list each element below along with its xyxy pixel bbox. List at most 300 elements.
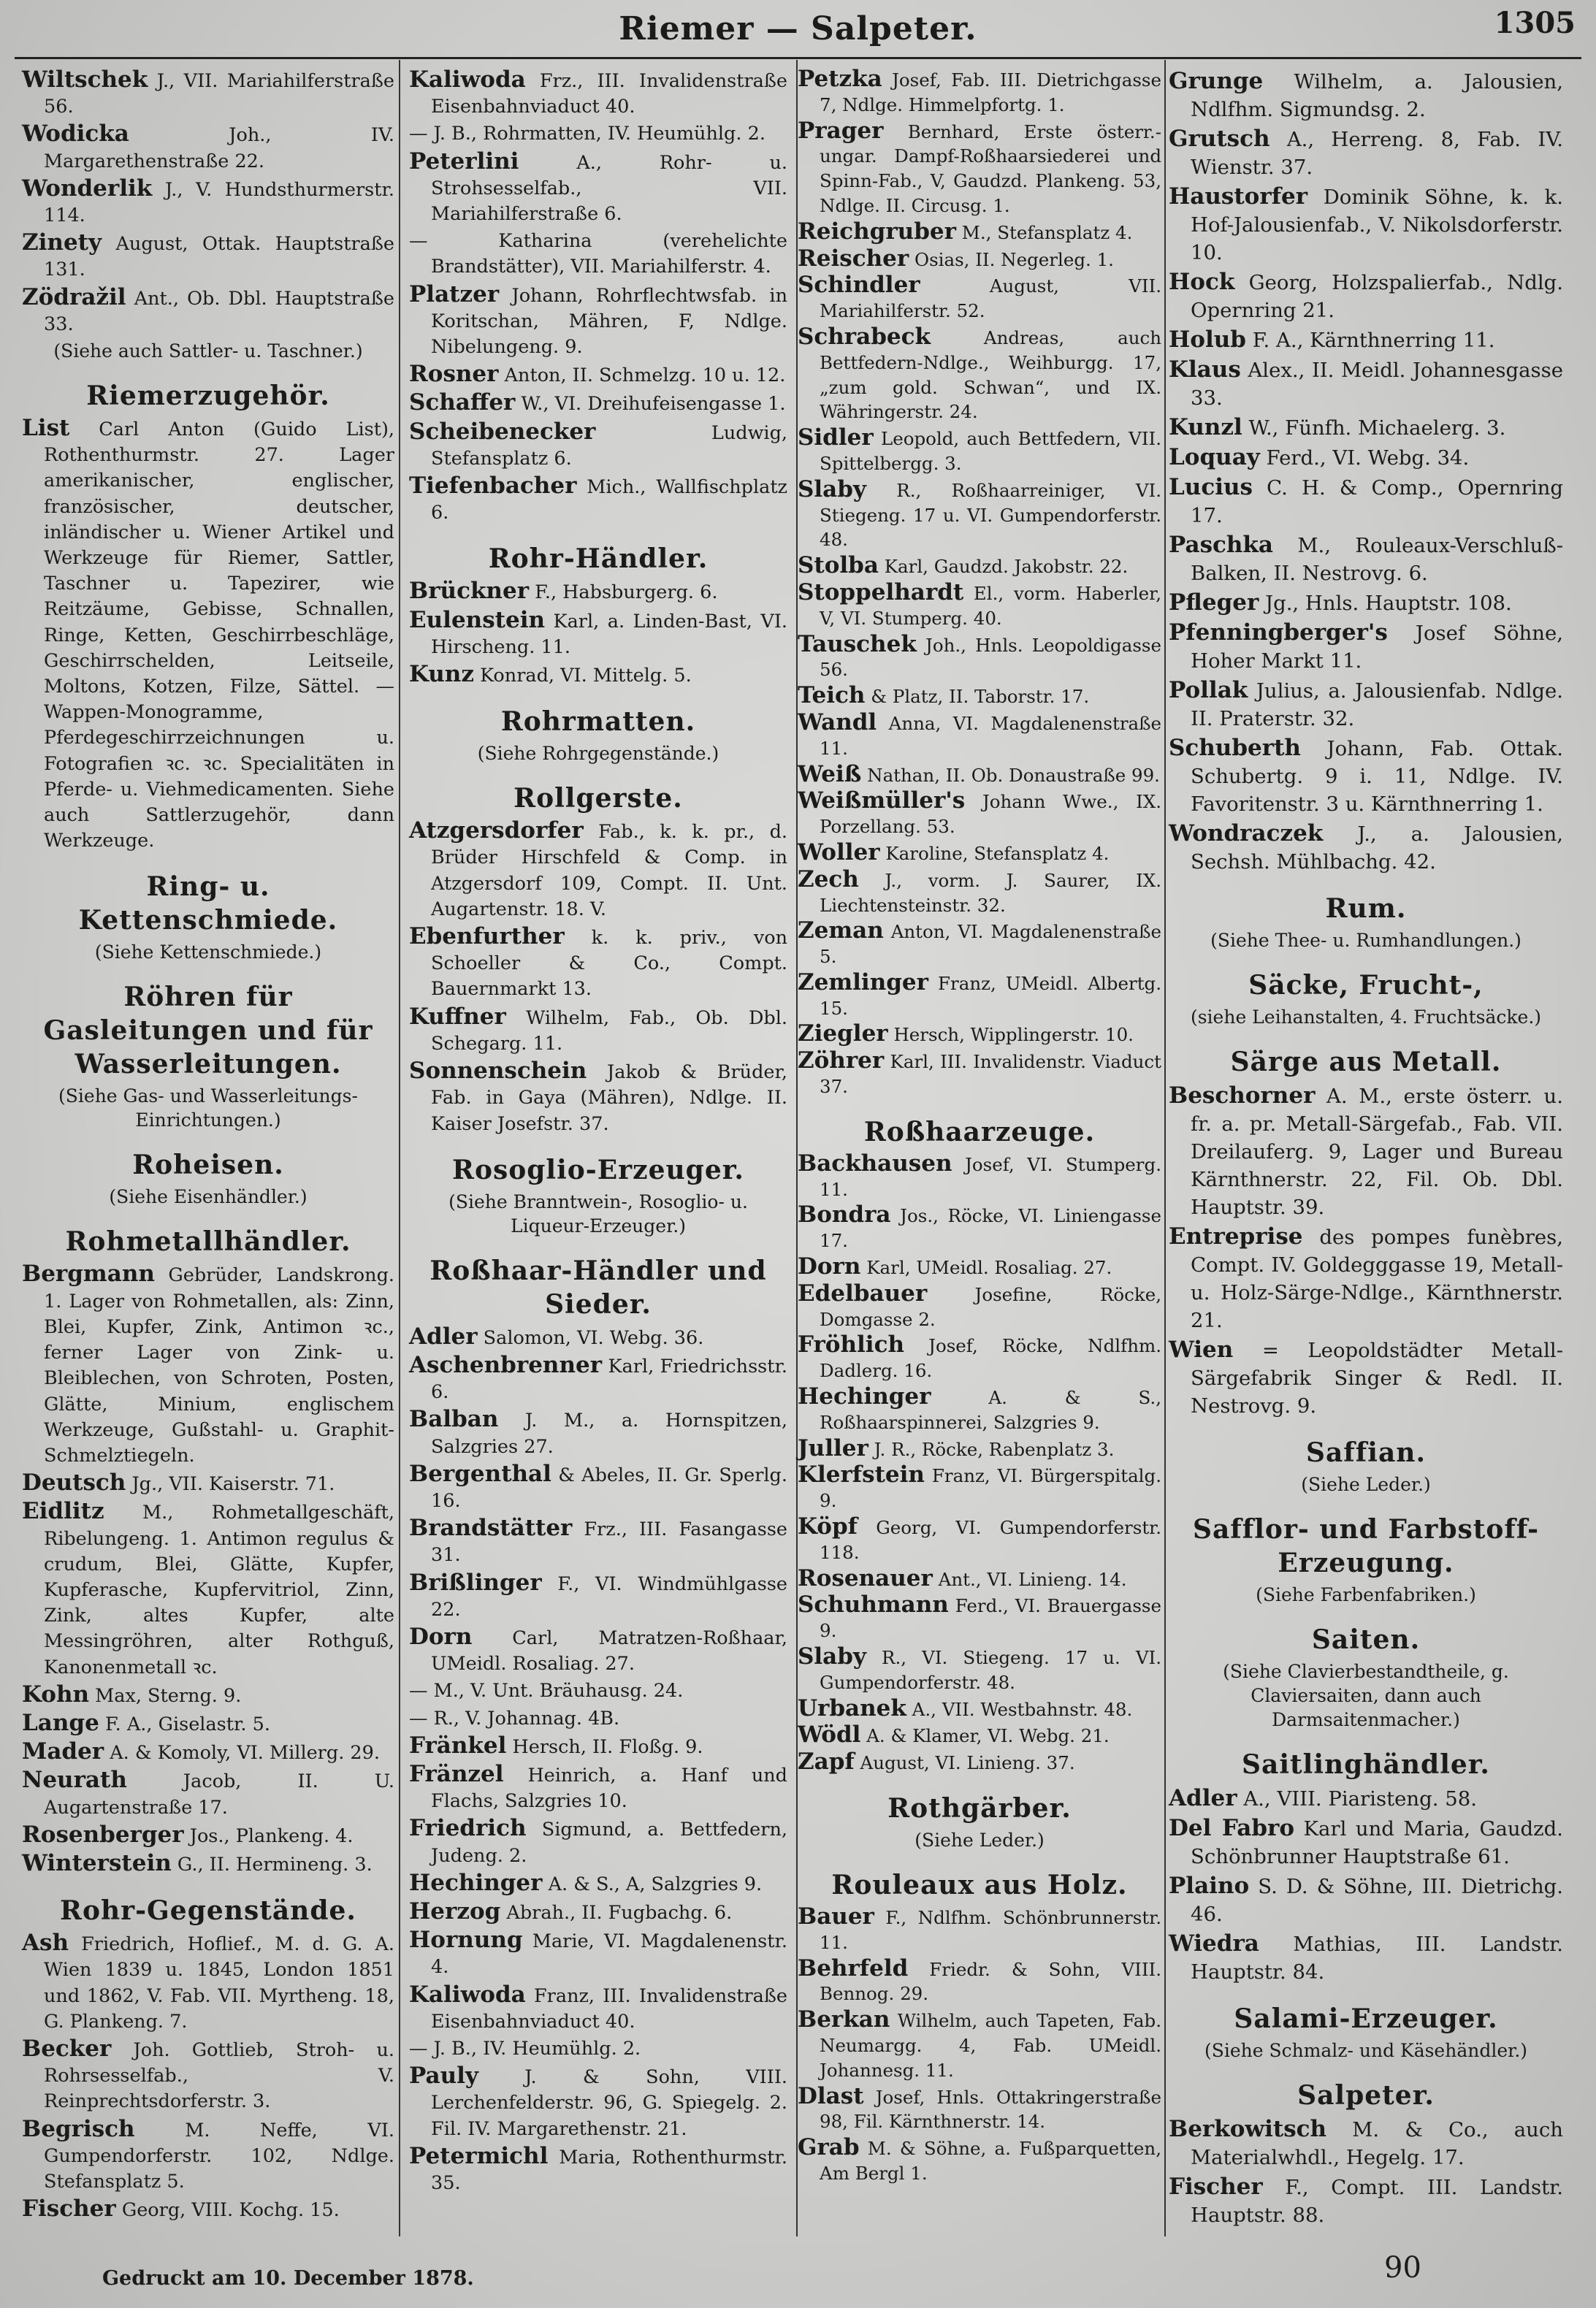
directory-entry <box>409 2144 787 2196</box>
entry-name: Bauer <box>798 1903 874 1930</box>
directory-entry <box>1169 676 1563 733</box>
directory-entry <box>798 475 1161 552</box>
entry-name: Platzer <box>409 280 500 307</box>
entry-name: Klaus <box>1169 356 1241 383</box>
entry-name: Fränzel <box>409 1760 504 1787</box>
entry-name: Pfleger <box>1169 589 1259 616</box>
entry-name: Herzog <box>409 1898 501 1925</box>
entry-name: Weißmüller's <box>798 787 966 814</box>
entry-name: Klerfstein <box>798 1461 925 1489</box>
entry-details: Hersch, II. Floßg. 9. <box>512 1735 703 1758</box>
entry-details: August, VII. Mariahilferstr. 52. <box>820 275 1161 322</box>
entry-name: List <box>22 415 70 442</box>
directory-entry <box>22 1682 394 1709</box>
entry-name: Tiefenbacher <box>409 473 577 500</box>
directory-entry <box>22 285 394 337</box>
section-heading: Säcke, Frucht-, <box>1248 970 1484 1001</box>
entry-name: Juller <box>798 1434 868 1461</box>
column-divider <box>1164 60 1166 2236</box>
entry-details: Joh., IV. Margarethenstraße 22. <box>44 124 395 172</box>
entry-details: Osias, II. Negerleg. 1. <box>914 248 1114 270</box>
entry-details: J., a. Jalousien, Sechsh. Mühlbachg. 42. <box>1191 822 1563 874</box>
entry-details: Frz., III. Invalidenstraße Eisenbahnviaduct 40. <box>431 70 787 118</box>
entry-name: Hornung <box>409 1927 523 1954</box>
entry-details: S. D. & Söhne, III. Dietrichg. 46. <box>1191 1875 1564 1926</box>
entry-details: Ant., Ob. Dbl. Hauptstraße 33. <box>44 287 394 335</box>
entry-name: Paschka <box>1169 532 1273 558</box>
section-heading: Rollgerste. <box>513 783 683 814</box>
entry-name: Schuberth <box>1169 735 1301 761</box>
directory-entry <box>409 1733 787 1760</box>
entry-name: Rosenauer <box>798 1564 933 1591</box>
entry-name: Adler <box>409 1323 478 1350</box>
section-heading: Rohrmatten. <box>500 706 696 738</box>
print-date-footer: Gedruckt am 10. December 1878. <box>102 2267 474 2290</box>
page-header <box>0 6 1596 50</box>
directory-entry <box>22 1261 394 1469</box>
directory-entry <box>22 67 394 120</box>
entry-details: Karoline, Stefansplatz 4. <box>885 842 1110 864</box>
entry-details: Jos., Röcke, VI. Liniengasse 17. <box>820 1205 1161 1252</box>
directory-entry <box>409 1678 787 1704</box>
entry-name: Hock <box>1169 269 1235 295</box>
entry-name: Edelbauer <box>798 1280 928 1307</box>
directory-entry <box>798 426 1161 476</box>
entry-details: Friedrich, Hoflief., M. d. G. A. Wien 1839 u. 1845, London 1851 und 1862, V. Fab. VII. Myrtheng. 18, G. Plankeng. 7. <box>44 1933 394 2033</box>
directory-entry <box>1169 1814 1563 1871</box>
entry-details: August, Ottak. Hauptstraße 131. <box>44 233 394 281</box>
entry-name: Fröhlich <box>798 1331 904 1359</box>
entry-name: Brückner <box>409 578 530 605</box>
directory-entry <box>1169 67 1563 123</box>
directory-entry <box>1169 1930 1563 1986</box>
directory-entry <box>798 2082 1161 2135</box>
directory-entry <box>1169 819 1563 876</box>
entry-name: Fränkel <box>409 1732 507 1759</box>
entry-name: Kaliwoda <box>409 66 526 93</box>
entry-details: Franz, III. Invalidenstraße Eisenbahnviaduct 40. <box>431 1984 787 2033</box>
section-heading: Saitlinghändler. <box>1242 1749 1490 1780</box>
directory-entry <box>22 416 394 854</box>
section-heading: Rohr-Händler. <box>488 543 709 575</box>
entry-details: Maria, Rothenthurmstr. 35. <box>431 2146 787 2194</box>
entry-name: Stoppelhardt <box>798 578 964 605</box>
directory-entry <box>1169 125 1563 181</box>
directory-entry <box>1169 1784 1563 1813</box>
directory-entry <box>798 1515 1161 1565</box>
entry-name: Bondra <box>798 1201 891 1228</box>
directory-entry <box>798 1723 1161 1749</box>
section-heading: Röhren für Gasleitungen und für Wasserleitungen. <box>43 982 373 1080</box>
entry-details: W., Fünfh. Michaelerg. 3. <box>1248 416 1506 440</box>
directory-entry <box>798 1022 1161 1047</box>
directory-entry <box>1169 1336 1563 1420</box>
entry-name: Ebenfurther <box>409 923 565 950</box>
entry-name: Rosenberger <box>22 1821 184 1848</box>
directory-entry <box>798 1333 1161 1383</box>
entry-details: Karl, UMeidl. Rosaliag. 27. <box>866 1257 1112 1279</box>
entry-details: Georg, Holzspalierfab., Ndlg. Opernring 21. <box>1191 271 1563 322</box>
entry-name: Kunzl <box>1169 414 1242 440</box>
entry-details: Karl, III. Invalidenstr. Viaduct 37. <box>820 1051 1161 1098</box>
column-divider <box>399 60 400 2236</box>
entry-details: A., Rohr- u. Strohsesselfab., VII. Mariahilferstraße 6. <box>431 151 787 226</box>
directory-entry <box>409 390 787 417</box>
directory-entry <box>798 273 1161 324</box>
column-1 <box>22 67 394 2225</box>
entry-name: Atzgersdorfer <box>409 817 584 844</box>
entry-details: des pompes funèbres, Compt. IV. Goldegggasse 19, Metall- u. Holz-Särge-Ndlge., Kärnthnerstr. 21. <box>1191 1226 1563 1332</box>
directory-entry <box>409 1871 787 1898</box>
entry-name: Backhausen <box>798 1150 952 1177</box>
entry-details: Georg, VIII. Kochg. 15. <box>121 2199 340 2222</box>
directory-entry <box>409 818 787 922</box>
directory-entry <box>409 1762 787 1814</box>
entry-name: Bergmann <box>22 1261 155 1288</box>
entry-details: Ludwig, Stefansplatz 6. <box>431 421 787 470</box>
directory-entry <box>798 868 1161 918</box>
entry-details: W., VI. Dreihufeisengasse 1. <box>521 393 786 416</box>
directory-entry <box>409 578 787 605</box>
entry-details: J., VII. Mariahilferstraße 56. <box>44 70 394 118</box>
entry-name: Schuhmann <box>798 1591 949 1619</box>
entry-details: August, VI. Linieng. 37. <box>860 1752 1075 1774</box>
entry-details: J. & Sohn, VIII. Lerchenfelderstr. 96, G. Spiegelg. 2. Fil. IV. Margarethenstr. 21. <box>431 2066 787 2140</box>
entry-name: Sonnenschein <box>409 1058 587 1085</box>
entry-details: Josef, Fab. III. Dietrichgasse 7, Ndlge. Himmelpfortg. 1. <box>820 69 1161 115</box>
section-heading: Saffian. <box>1305 1437 1426 1468</box>
entry-details: A. & S., A, Salzgries 9. <box>548 1873 763 1895</box>
entry-details: Friedr. & Sohn, VIII. Bennog. 29. <box>820 1958 1161 2005</box>
directory-entry <box>409 1570 787 1623</box>
directory-entry <box>798 1954 1161 2007</box>
directory-entry <box>22 121 394 174</box>
entry-details: Sigmund, a. Bettfedern, Judeng. 2. <box>431 1819 787 1867</box>
entry-name: Dlast <box>798 2082 864 2109</box>
entry-details: Wilhelm, Fab., Ob. Dbl. Schegarg. 11. <box>431 1006 787 1055</box>
directory-entry <box>409 608 787 660</box>
directory-entry <box>798 247 1161 272</box>
entry-name: Schindler <box>798 272 920 299</box>
cross-reference-note: (Siehe Clavierbestandtheile, g. Claviersaiten, dann auch Darmsaitenmacher.) <box>1223 1661 1509 1730</box>
entry-name: Wiltschek <box>22 66 148 93</box>
directory-entry <box>409 149 787 228</box>
directory-entry <box>22 176 394 229</box>
directory-entry <box>409 1899 787 1926</box>
entry-name: Lucius <box>1169 474 1253 500</box>
entry-name: Wödl <box>798 1722 861 1749</box>
entry-name: Weiß <box>798 760 862 787</box>
entry-details: J., vorm. J. Saurer, IX. Liechtensteinstr. 32. <box>820 869 1161 916</box>
directory-entry <box>22 2036 394 2115</box>
section-heading: Roßhaarzeuge. <box>863 1116 1096 1147</box>
entry-name: Entreprise <box>1169 1223 1303 1250</box>
directory-entry <box>1169 473 1563 530</box>
directory-entry <box>22 2117 394 2196</box>
directory-entry <box>22 1711 394 1738</box>
entry-name: Slaby <box>798 1643 866 1670</box>
entry-name: Ash <box>22 1930 69 1957</box>
entry-name: Neurath <box>22 1767 127 1794</box>
entry-name: Kohn <box>22 1681 90 1708</box>
entry-details: Franz, UMeidl. Albertg. 15. <box>820 972 1162 1019</box>
cross-reference-note: (Siehe Leder.) <box>1301 1474 1431 1495</box>
entry-details: A. & Klamer, VI. Webg. 21. <box>866 1725 1110 1747</box>
directory-entry <box>1169 619 1563 675</box>
directory-entry <box>798 1203 1161 1253</box>
entry-name: Tauschek <box>798 630 917 657</box>
entry-name: Zemlinger <box>798 968 928 996</box>
entry-name: Wonderlik <box>22 175 153 202</box>
section-heading: Rohr-Gegenstände. <box>60 1895 356 1927</box>
entry-details: Mich., Wallfischplatz 6. <box>431 476 787 524</box>
entry-details: F., Ndlfhm. Schönbrunnerstr. 11. <box>820 1907 1161 1953</box>
column-3 <box>798 67 1161 2187</box>
directory-entry <box>409 1927 787 1980</box>
cross-reference-note: (Siehe auch Sattler- u. Taschner.) <box>53 340 363 362</box>
entry-name: Berkowitsch <box>1169 2116 1327 2142</box>
entry-details: Julius, a. Jalousienfab. Ndlge. II. Praterstr. 32. <box>1191 679 1563 730</box>
entry-name: Balban <box>409 1406 499 1433</box>
directory-entry <box>798 1434 1161 1462</box>
section-heading: Ring- u. Kettenschmiede. <box>78 871 338 936</box>
entry-name: Rosner <box>409 361 499 388</box>
directory-entry <box>1169 413 1563 442</box>
entry-name: Reischer <box>798 245 909 272</box>
entry-name: Ziegler <box>798 1020 888 1047</box>
entry-name: Holub <box>1169 326 1246 353</box>
entry-details: — R., V. Johannag. 4B. <box>409 1707 620 1730</box>
entry-details: Karl, a. Linden-Bast, VI. Hirscheng. 11. <box>431 610 787 658</box>
entry-name: Wandl <box>798 708 877 735</box>
entry-name: Prager <box>798 117 884 144</box>
entry-details: Karl und Maria, Gaudzd. Schönbrunner Hauptstraße 61. <box>1191 1817 1563 1868</box>
entry-details: Jacob, II. U. Augartenstraße 17. <box>44 1770 394 1819</box>
section-heading: Roheisen. <box>132 1150 284 1181</box>
directory-entry <box>798 1905 1161 1955</box>
entry-name: Petzka <box>798 66 882 92</box>
directory-entry <box>409 1353 787 1405</box>
entry-details: Konrad, VI. Mittelg. 5. <box>480 665 692 687</box>
cross-reference-note: (Siehe Leder.) <box>915 1830 1045 1851</box>
entry-details: Marie, VI. Magdalenenstr. 4. <box>431 1930 787 1979</box>
directory-entry <box>798 1282 1161 1332</box>
entry-name: Zeman <box>798 917 884 944</box>
entry-name: Teich <box>798 682 866 709</box>
entry-details: F., Habsburgerg. 6. <box>535 581 718 604</box>
directory-entry <box>798 1463 1161 1513</box>
entry-details: C. H. & Comp., Opernring 17. <box>1191 476 1563 527</box>
entry-name: Kuffner <box>409 1003 506 1030</box>
directory-entry <box>22 1930 394 2035</box>
entry-details: Ferd., VI. Brauergasse 9. <box>820 1595 1161 1642</box>
entry-details: Josefine, Röcke, Domgasse 2. <box>820 1283 1161 1330</box>
entry-details: Joh., Hnls. Leopoldigasse 56. <box>820 634 1161 681</box>
directory-entry <box>409 1058 787 1137</box>
directory-entry <box>798 578 1161 631</box>
entry-details: — M., V. Unt. Bräuhausg. 24. <box>409 1680 684 1703</box>
section-heading: Saiten. <box>1311 1624 1421 1655</box>
column-2 <box>409 67 787 2198</box>
entry-name: Winterstein <box>22 1849 172 1876</box>
cross-reference-note: (Siehe Branntwein-, Rosoglio- u. Liqueur-Erzeuger.) <box>448 1191 748 1237</box>
entry-details: Johann, Fab. Ottak. Schubertg. 9 i. 11, Ndlge. IV. Favoritenstr. 3 u. Kärnthnerring 1. <box>1191 737 1563 816</box>
directory-entry <box>409 473 787 526</box>
entry-details: A. & S., Roßhaarspinnerei, Salzgries 9. <box>820 1387 1161 1433</box>
directory-entry <box>409 1624 787 1677</box>
entry-details: A. M., erste österr. u. fr. a. pr. Metall-Särgefab., Fab. VII. Dreilauferg. 9, Lager und Bureau Kärnthnerstr. 22, Fil. Ob. Dbl. Hauptstr. 39. <box>1191 1085 1563 1219</box>
directory-entry <box>798 760 1161 788</box>
directory-entry <box>798 2136 1161 2186</box>
entry-details: Bernhard, Erste österr.-ungar. Dampf-Roßhaarsiederei und Spinn-Fab., V, Gaudzd. Plankeng. 53, Ndlge. II. Circusg. 1. <box>820 121 1161 216</box>
directory-entry <box>798 1593 1161 1643</box>
entry-details: Abrah., II. Fugbachg. 6. <box>506 1901 733 1924</box>
entry-details: Jg., VII. Kaiserstr. 71. <box>131 1473 335 1496</box>
section-heading: Safflor- und Farbstoff-Erzeugung. <box>1192 1514 1540 1578</box>
entry-name: Lange <box>22 1709 99 1736</box>
entry-name: Slaby <box>798 475 866 503</box>
entry-name: Aschenbrenner <box>409 1351 603 1378</box>
entry-details: Wilhelm, a. Jalousien, Ndlfhm. Sigmundsg. 2. <box>1191 70 1563 121</box>
entry-details: Anna, VI. Magdalenenstraße 11. <box>820 712 1161 759</box>
section-heading: Riemerzugehör. <box>86 381 330 412</box>
entry-details: El., vorm. Haberler, V, VI. Stumperg. 40. <box>820 582 1161 629</box>
entry-details: Jos., Plankeng. 4. <box>189 1824 354 1847</box>
entry-details: Georg, VI. Gumpendorferstr. 118. <box>820 1517 1161 1563</box>
directory-entry <box>1169 356 1563 412</box>
directory-entry <box>798 838 1161 866</box>
entry-details: R., VI. Stiegeng. 17 u. VI. Gumpendorferstr. 48. <box>820 1647 1161 1693</box>
directory-entry <box>409 419 787 472</box>
directory-entry <box>798 1049 1161 1099</box>
entry-details: J. M., a. Hornspitzen, Salzgries 27. <box>431 1410 788 1458</box>
sheet-number: 90 <box>1384 2251 1421 2285</box>
section-heading: Rothgärber. <box>887 1793 1072 1824</box>
directory-entry <box>409 282 787 361</box>
section-heading: Roßhaar-Händler und Sieder. <box>429 1255 767 1320</box>
entry-name: Deutsch <box>22 1470 126 1497</box>
section-heading: Rouleaux aus Holz. <box>831 1870 1128 1900</box>
entry-details: M. & Söhne, a. Fußparquetten, Am Bergl 1. <box>820 2138 1161 2184</box>
entry-name: Schrabeck <box>798 323 931 350</box>
entry-details: = Leopoldstädter Metall-Särgefabrik Singer & Redl. II. Nestrovg. 9. <box>1191 1339 1563 1418</box>
directory-entry <box>22 2196 394 2223</box>
directory-entry <box>409 2063 787 2142</box>
entry-name: Bergenthal <box>409 1460 551 1487</box>
directory-entry <box>798 119 1161 218</box>
entry-details: A. & Komoly, VI. Millerg. 29. <box>110 1742 380 1765</box>
directory-entry <box>798 684 1161 709</box>
directory-entry <box>798 1385 1161 1435</box>
directory-entry <box>409 924 787 1003</box>
directory-entry <box>1169 268 1563 324</box>
entry-details: & Abeles, II. Gr. Sperlg. 16. <box>431 1464 787 1512</box>
entry-details: Franz, VI. Bürgerspitalg. 9. <box>820 1465 1161 1512</box>
entry-name: Dorn <box>798 1253 861 1280</box>
entry-details: M., Rohmetallgeschäft, Ribelungeng. 1. Antimon regulus & crudum, Blei, Glätte, Kupfer, Kupferasche, Kupfervitriol, Zinn, Zink, altes Kupfer, alte Messingröhren, alter Rothguß, Kanonenmetall ꝛc. <box>44 1502 394 1678</box>
directory-entry <box>798 1645 1161 1695</box>
cross-reference-note: (siehe Leihanstalten, 4. Fruchtsäcke.) <box>1190 1006 1542 1028</box>
entry-details: A., VIII. Piaristeng. 58. <box>1243 1787 1477 1811</box>
section-heading: Rum. <box>1325 893 1407 924</box>
entry-details: Ant., VI. Linieng. 14. <box>938 1568 1127 1590</box>
entry-name: Grab <box>798 2134 860 2161</box>
section-heading: Rohmetallhändler. <box>65 1226 351 1258</box>
directory-entry <box>1169 1223 1563 1334</box>
directory-entry <box>798 1750 1161 1776</box>
entry-name: Petermichl <box>409 2142 549 2169</box>
entry-details: J., V. Hundsthurmerstr. 114. <box>44 178 394 227</box>
entry-name: Urbanek <box>798 1694 906 1722</box>
entry-details: J. R., Röcke, Rabenplatz 3. <box>874 1438 1115 1460</box>
entry-details: Josef, Hnls. Ottakringerstraße 98, Fil. Kärnthnerstr. 14. <box>820 2086 1161 2133</box>
entry-name: Berkan <box>798 2006 890 2033</box>
entry-name: Grunge <box>1169 68 1264 94</box>
directory-entry <box>409 1982 787 2035</box>
entry-details: F., Compt. III. Landstr. Hauptstr. 88. <box>1191 2176 1563 2227</box>
entry-details: — Katharina (verehelichte Brandstätter), VII. Mariahilferstr. 4. <box>409 230 787 278</box>
directory-entry <box>1169 1082 1563 1221</box>
directory-entry <box>798 789 1161 839</box>
running-title: Riemer — Salpeter. <box>619 10 977 47</box>
directory-entry <box>1169 2115 1563 2171</box>
entry-details: Karl, Gaudzd. Jakobstr. 22. <box>884 556 1129 578</box>
entry-name: Stolba <box>798 552 879 579</box>
entry-name: Peterlini <box>409 148 519 175</box>
entry-details: Jakob & Brüder, Fab. in Gaya (Mähren), Ndlge. II. Kaiser Josefstr. 37. <box>431 1061 787 1135</box>
directory-entry <box>409 1516 787 1568</box>
directory-entry <box>22 1739 394 1766</box>
entry-details: Ferd., VI. Webg. 34. <box>1266 446 1470 470</box>
directory-entry <box>409 1706 787 1732</box>
directory-entry <box>409 2036 787 2062</box>
entry-name: Wiedra <box>1169 1930 1259 1957</box>
directory-entry <box>1169 734 1563 818</box>
entry-details: & Platz, II. Taborstr. 17. <box>871 686 1090 708</box>
entry-details: Josef, Röcke, Ndlfhm. Dadlerg. 16. <box>820 1335 1161 1382</box>
cross-reference-note: (Siehe Kettenschmiede.) <box>94 941 322 963</box>
entry-name: Brandstätter <box>409 1515 573 1542</box>
directory-entry <box>22 1768 394 1820</box>
section-heading: Rosoglio-Erzeuger. <box>452 1154 744 1185</box>
directory-entry <box>409 1816 787 1868</box>
entry-name: Kunz <box>409 661 474 688</box>
entry-details: — J. B., IV. Heumühlg. 2. <box>409 2037 641 2060</box>
directory-entry <box>1169 443 1563 472</box>
entry-details: G., II. Hermineng. 3. <box>177 1853 373 1876</box>
directory-entry <box>409 229 787 280</box>
entry-name: Scheibenecker <box>409 418 596 445</box>
entry-details: A., Herreng. 8, Fab. IV. Wienstr. 37. <box>1191 128 1563 179</box>
entry-name: Brißlinger <box>409 1569 542 1596</box>
directory-entry <box>1169 1872 1563 1928</box>
entry-name: Hechinger <box>409 1869 543 1896</box>
entry-details: F., VI. Windmühlgasse 22. <box>431 1573 787 1621</box>
directory-entry <box>22 1851 394 1878</box>
directory-entry <box>798 968 1162 1021</box>
entry-name: Eidlitz <box>22 1498 104 1525</box>
entry-name: Eulenstein <box>409 606 546 633</box>
directory-entry <box>798 708 1161 761</box>
entry-name: Zapf <box>798 1749 855 1776</box>
entry-details: — J. B., Rohrmatten, IV. Heumühlg. 2. <box>409 123 765 145</box>
entry-name: Del Fabro <box>1169 1815 1295 1841</box>
entry-details: Wilhelm, auch Tapeten, Fab. Neumargg. 4, Fab. UMeidl. Johannesg. 11. <box>820 2010 1161 2081</box>
header-page-number: 1305 <box>1494 6 1576 40</box>
entry-details: Jg., Hnls. Hauptstr. 108. <box>1265 592 1512 615</box>
directory-entry <box>1169 183 1563 267</box>
entry-details: Johann Wwe., IX. Porzellang. 53. <box>820 791 1161 838</box>
